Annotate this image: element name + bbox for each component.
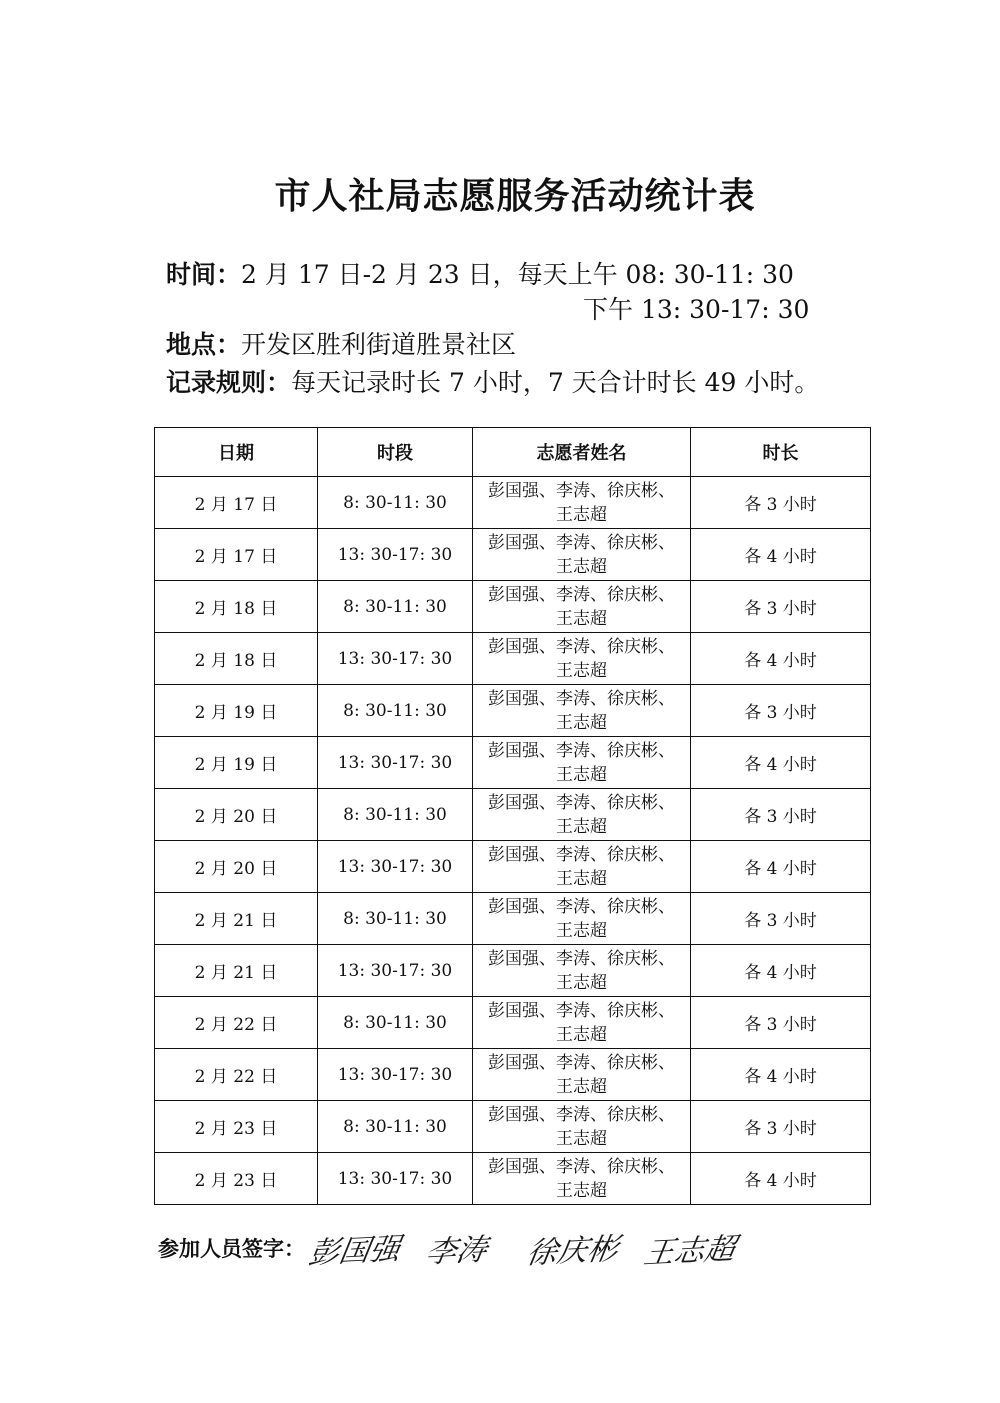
location-line bbox=[166, 325, 516, 361]
signature-row bbox=[158, 1226, 739, 1276]
header-period: 时段 bbox=[318, 428, 473, 477]
cell-period: 8: 30-11: 30 bbox=[318, 1101, 473, 1153]
signature-label: 参加人员签字： bbox=[158, 1237, 305, 1261]
cell-date: 2 月 20 日 bbox=[155, 789, 318, 841]
cell-date: 2 月 21 日 bbox=[155, 945, 318, 997]
table-row bbox=[155, 841, 871, 893]
cell-duration: 各 4 小时 bbox=[691, 529, 871, 581]
names-line-2: 王志超 bbox=[556, 556, 607, 577]
time-label: 时间： bbox=[166, 260, 242, 289]
names-line-2: 王志超 bbox=[556, 504, 607, 525]
page-title: 市人社局志愿服务活动统计表 bbox=[274, 176, 756, 217]
table-row bbox=[155, 997, 871, 1049]
cell-period: 8: 30-11: 30 bbox=[318, 997, 473, 1049]
cell-duration: 各 3 小时 bbox=[691, 997, 871, 1049]
cell-volunteer-names bbox=[473, 893, 691, 945]
table-row bbox=[155, 1049, 871, 1101]
cell-date: 2 月 21 日 bbox=[155, 893, 318, 945]
names-line-1: 彭国强、李涛、徐庆彬、 bbox=[488, 688, 675, 709]
table-row bbox=[155, 789, 871, 841]
names-line-2: 王志超 bbox=[556, 764, 607, 785]
cell-duration: 各 4 小时 bbox=[691, 1049, 871, 1101]
names-line-2: 王志超 bbox=[556, 1024, 607, 1045]
names-line-2: 王志超 bbox=[556, 1076, 607, 1097]
table-row bbox=[155, 633, 871, 685]
names-line-2: 王志超 bbox=[556, 1128, 607, 1149]
cell-period: 13: 30-17: 30 bbox=[318, 529, 473, 581]
table-row bbox=[155, 1153, 871, 1205]
signature-1: 彭国强 bbox=[306, 1231, 403, 1272]
rules-line bbox=[166, 363, 819, 399]
cell-volunteer-names bbox=[473, 1153, 691, 1205]
cell-period: 13: 30-17: 30 bbox=[318, 1049, 473, 1101]
cell-duration: 各 3 小时 bbox=[691, 685, 871, 737]
cell-duration: 各 3 小时 bbox=[691, 581, 871, 633]
header-volunteer-names: 志愿者姓名 bbox=[473, 428, 691, 477]
names-line-2: 王志超 bbox=[556, 608, 607, 629]
cell-period: 8: 30-11: 30 bbox=[318, 789, 473, 841]
cell-duration: 各 3 小时 bbox=[691, 1101, 871, 1153]
cell-period: 8: 30-11: 30 bbox=[318, 581, 473, 633]
table-row bbox=[155, 477, 871, 529]
signature-3: 徐庆彬 bbox=[524, 1231, 621, 1272]
names-line-2: 王志超 bbox=[556, 972, 607, 993]
table-row bbox=[155, 737, 871, 789]
cell-date: 2 月 22 日 bbox=[155, 997, 318, 1049]
names-line-1: 彭国强、李涛、徐庆彬、 bbox=[488, 948, 675, 969]
cell-volunteer-names bbox=[473, 581, 691, 633]
cell-date: 2 月 19 日 bbox=[155, 685, 318, 737]
cell-period: 13: 30-17: 30 bbox=[318, 1153, 473, 1205]
names-line-1: 彭国强、李涛、徐庆彬、 bbox=[488, 844, 675, 865]
location-label: 地点： bbox=[166, 330, 242, 359]
cell-duration: 各 4 小时 bbox=[691, 945, 871, 997]
names-line-2: 王志超 bbox=[556, 1180, 607, 1201]
names-line-2: 王志超 bbox=[556, 660, 607, 681]
names-line-2: 王志超 bbox=[556, 868, 607, 889]
table-row bbox=[155, 685, 871, 737]
cell-date: 2 月 18 日 bbox=[155, 633, 318, 685]
time-line bbox=[166, 255, 794, 291]
names-line-1: 彭国强、李涛、徐庆彬、 bbox=[488, 740, 675, 761]
names-line-1: 彭国强、李涛、徐庆彬、 bbox=[488, 1000, 675, 1021]
cell-period: 8: 30-11: 30 bbox=[318, 685, 473, 737]
cell-date: 2 月 23 日 bbox=[155, 1153, 318, 1205]
names-line-1: 彭国强、李涛、徐庆彬、 bbox=[488, 1052, 675, 1073]
cell-date: 2 月 23 日 bbox=[155, 1101, 318, 1153]
signature-2: 李涛 bbox=[423, 1232, 490, 1271]
names-line-1: 彭国强、李涛、徐庆彬、 bbox=[488, 1104, 675, 1125]
cell-date: 2 月 18 日 bbox=[155, 581, 318, 633]
location-value: 开发区胜利街道胜景社区 bbox=[241, 330, 517, 359]
table-row bbox=[155, 529, 871, 581]
cell-volunteer-names bbox=[473, 789, 691, 841]
cell-date: 2 月 17 日 bbox=[155, 477, 318, 529]
rules-value: 每天记录时长 7 小时，7 天合计时长 49 小时。 bbox=[291, 368, 820, 397]
time-value-line2: 下午 13: 30-17: 30 bbox=[583, 295, 810, 324]
names-line-1: 彭国强、李涛、徐庆彬、 bbox=[488, 792, 675, 813]
time-value: 2 月 17 日-2 月 23 日，每天上午 08: 30-11: 30 bbox=[241, 260, 794, 289]
cell-volunteer-names bbox=[473, 841, 691, 893]
cell-volunteer-names bbox=[473, 1101, 691, 1153]
cell-period: 13: 30-17: 30 bbox=[318, 841, 473, 893]
cell-volunteer-names bbox=[473, 529, 691, 581]
cell-duration: 各 4 小时 bbox=[691, 633, 871, 685]
cell-duration: 各 3 小时 bbox=[691, 789, 871, 841]
cell-volunteer-names bbox=[473, 737, 691, 789]
cell-period: 13: 30-17: 30 bbox=[318, 945, 473, 997]
names-line-1: 彭国强、李涛、徐庆彬、 bbox=[488, 532, 675, 553]
header-date: 日期 bbox=[155, 428, 318, 477]
cell-volunteer-names bbox=[473, 477, 691, 529]
cell-date: 2 月 20 日 bbox=[155, 841, 318, 893]
table-row bbox=[155, 945, 871, 997]
names-line-1: 彭国强、李涛、徐庆彬、 bbox=[488, 584, 675, 605]
rules-label: 记录规则： bbox=[166, 368, 292, 397]
names-line-2: 王志超 bbox=[556, 712, 607, 733]
cell-volunteer-names bbox=[473, 945, 691, 997]
cell-volunteer-names bbox=[473, 1049, 691, 1101]
stats-table bbox=[154, 427, 871, 1205]
names-line-1: 彭国强、李涛、徐庆彬、 bbox=[488, 636, 675, 657]
names-line-1: 彭国强、李涛、徐庆彬、 bbox=[488, 480, 675, 501]
names-line-1: 彭国强、李涛、徐庆彬、 bbox=[488, 896, 675, 917]
names-line-2: 王志超 bbox=[556, 816, 607, 837]
cell-period: 13: 30-17: 30 bbox=[318, 737, 473, 789]
table-body bbox=[155, 477, 871, 1205]
cell-date: 2 月 19 日 bbox=[155, 737, 318, 789]
table-row bbox=[155, 581, 871, 633]
cell-duration: 各 4 小时 bbox=[691, 737, 871, 789]
cell-date: 2 月 17 日 bbox=[155, 529, 318, 581]
cell-duration: 各 4 小时 bbox=[691, 841, 871, 893]
cell-duration: 各 4 小时 bbox=[691, 1153, 871, 1205]
cell-duration: 各 3 小时 bbox=[691, 893, 871, 945]
cell-duration: 各 3 小时 bbox=[691, 477, 871, 529]
header-duration: 时长 bbox=[691, 428, 871, 477]
cell-volunteer-names bbox=[473, 997, 691, 1049]
names-line-2: 王志超 bbox=[556, 920, 607, 941]
cell-volunteer-names bbox=[473, 685, 691, 737]
names-line-1: 彭国强、李涛、徐庆彬、 bbox=[488, 1156, 675, 1177]
table-row bbox=[155, 1101, 871, 1153]
table-header-row bbox=[155, 428, 871, 477]
cell-period: 8: 30-11: 30 bbox=[318, 477, 473, 529]
cell-period: 8: 30-11: 30 bbox=[318, 893, 473, 945]
signature-4: 王志超 bbox=[641, 1231, 739, 1272]
cell-date: 2 月 22 日 bbox=[155, 1049, 318, 1101]
cell-volunteer-names bbox=[473, 633, 691, 685]
cell-period: 13: 30-17: 30 bbox=[318, 633, 473, 685]
table-row bbox=[155, 893, 871, 945]
